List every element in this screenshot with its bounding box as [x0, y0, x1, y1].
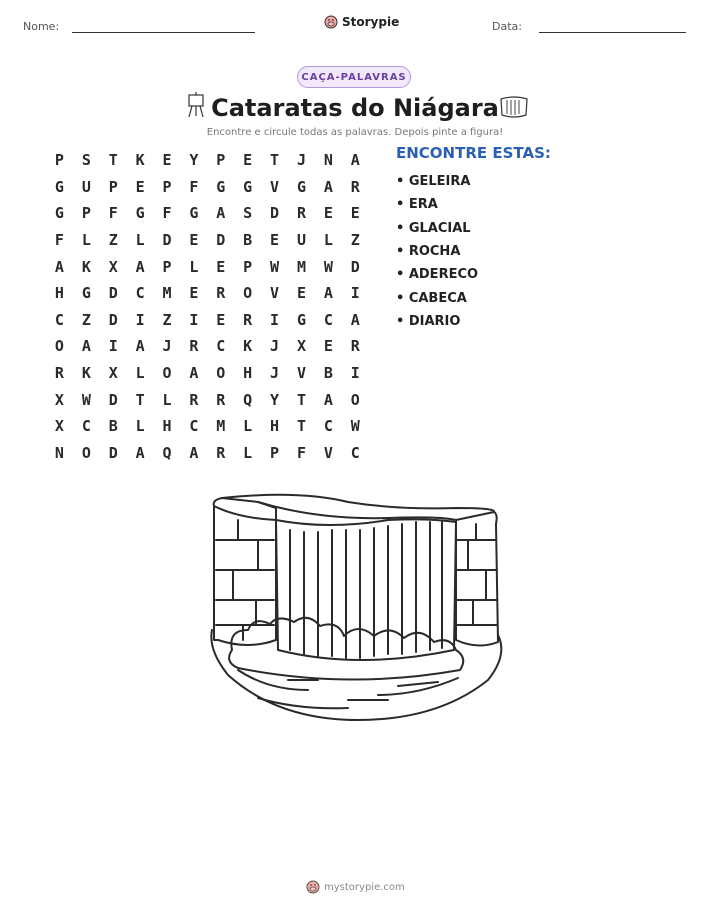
- grid-cell[interactable]: X: [108, 257, 118, 276]
- name-label: Nome:: [23, 20, 60, 33]
- grid-cell[interactable]: T: [135, 390, 145, 409]
- grid-cell[interactable]: Z: [81, 310, 91, 329]
- grid-cell[interactable]: W: [270, 257, 280, 276]
- grid-cell[interactable]: C: [189, 417, 199, 436]
- letter-grid[interactable]: [46, 147, 369, 466]
- grid-cell[interactable]: C: [81, 417, 91, 436]
- grid-cell[interactable]: F: [54, 231, 64, 250]
- grid-cell[interactable]: B: [243, 231, 253, 250]
- grid-cell[interactable]: I: [135, 310, 145, 329]
- grid-cell[interactable]: A: [323, 284, 333, 303]
- grid-cell[interactable]: R: [216, 284, 226, 303]
- grid-cell[interactable]: R: [243, 310, 253, 329]
- grid-cell[interactable]: Q: [243, 390, 253, 409]
- footer: [306, 880, 405, 894]
- grid-cell[interactable]: K: [81, 257, 91, 276]
- grid-cell[interactable]: D: [350, 257, 360, 276]
- grid-cell[interactable]: L: [162, 390, 172, 409]
- grid-cell[interactable]: W: [81, 390, 91, 409]
- grid-cell[interactable]: C: [323, 417, 333, 436]
- grid-cell[interactable]: R: [189, 390, 199, 409]
- grid-cell[interactable]: O: [81, 443, 91, 462]
- grid-cell[interactable]: E: [270, 231, 280, 250]
- grid-cell[interactable]: T: [296, 417, 306, 436]
- grid-cell[interactable]: X: [54, 417, 64, 436]
- word-item: • ROCHA: [396, 244, 461, 260]
- waterfall-illustration[interactable]: [198, 490, 510, 726]
- grid-cell[interactable]: K: [243, 337, 253, 356]
- grid-cell[interactable]: I: [108, 337, 118, 356]
- grid-cell[interactable]: H: [54, 284, 64, 303]
- grid-cell[interactable]: D: [108, 443, 118, 462]
- grid-cell[interactable]: L: [135, 364, 145, 383]
- grid-cell[interactable]: C: [323, 310, 333, 329]
- grid-cell[interactable]: U: [296, 231, 306, 250]
- grid-cell[interactable]: T: [296, 390, 306, 409]
- date-line[interactable]: [539, 32, 686, 33]
- grid-cell[interactable]: F: [296, 443, 306, 462]
- grid-cell[interactable]: H: [162, 417, 172, 436]
- grid-cell[interactable]: A: [323, 390, 333, 409]
- grid-cell[interactable]: C: [216, 337, 226, 356]
- grid-cell[interactable]: J: [270, 337, 280, 356]
- grid-cell[interactable]: R: [216, 390, 226, 409]
- grid-cell[interactable]: S: [81, 151, 91, 170]
- storypie-pig-icon: [306, 880, 320, 894]
- grid-cell[interactable]: R: [296, 204, 306, 223]
- grid-cell[interactable]: A: [54, 257, 64, 276]
- grid-cell[interactable]: O: [350, 390, 360, 409]
- grid-cell[interactable]: D: [108, 390, 118, 409]
- grid-cell[interactable]: P: [162, 177, 172, 196]
- grid-cell[interactable]: H: [243, 364, 253, 383]
- word-item: • GELEIRA: [396, 174, 471, 190]
- grid-cell[interactable]: V: [270, 177, 280, 196]
- grid-cell[interactable]: V: [296, 364, 306, 383]
- grid-cell[interactable]: M: [162, 284, 172, 303]
- grid-cell[interactable]: E: [216, 257, 226, 276]
- name-line[interactable]: [72, 32, 255, 33]
- grid-cell[interactable]: I: [270, 310, 280, 329]
- grid-cell[interactable]: Y: [189, 151, 199, 170]
- brand-name: Storypie: [342, 15, 400, 29]
- word-item: • CABECA: [396, 290, 467, 306]
- grid-cell[interactable]: I: [350, 364, 360, 383]
- grid-cell[interactable]: E: [323, 337, 333, 356]
- grid-cell[interactable]: A: [81, 337, 91, 356]
- grid-cell[interactable]: N: [54, 443, 64, 462]
- grid-cell[interactable]: J: [270, 364, 280, 383]
- grid-cell[interactable]: L: [323, 231, 333, 250]
- grid-cell[interactable]: R: [54, 364, 64, 383]
- grid-cell[interactable]: T: [108, 151, 118, 170]
- grid-cell[interactable]: G: [189, 204, 199, 223]
- grid-cell[interactable]: O: [54, 337, 64, 356]
- grid-cell[interactable]: P: [216, 151, 226, 170]
- brand-logo: [324, 12, 399, 32]
- grid-cell[interactable]: D: [108, 284, 118, 303]
- grid-cell[interactable]: A: [189, 364, 199, 383]
- grid-cell[interactable]: I: [350, 284, 360, 303]
- grid-cell[interactable]: L: [189, 257, 199, 276]
- storypie-pig-icon: [324, 15, 338, 29]
- date-label: Data:: [492, 20, 522, 33]
- grid-cell[interactable]: L: [243, 443, 253, 462]
- grid-cell[interactable]: R: [189, 337, 199, 356]
- grid-cell[interactable]: Z: [108, 231, 118, 250]
- grid-cell[interactable]: G: [296, 177, 306, 196]
- grid-cell[interactable]: C: [54, 310, 64, 329]
- grid-cell[interactable]: E: [243, 151, 253, 170]
- grid-cell[interactable]: A: [323, 177, 333, 196]
- grid-cell[interactable]: A: [189, 443, 199, 462]
- grid-cell[interactable]: R: [216, 443, 226, 462]
- find-title: ENCONTRE ESTAS:: [396, 144, 551, 162]
- word-item: • ADERECO: [396, 267, 479, 283]
- grid-cell[interactable]: E: [216, 310, 226, 329]
- grid-cell[interactable]: E: [162, 151, 172, 170]
- category-badge: CAÇA-PALAVRAS: [297, 66, 411, 88]
- grid-cell[interactable]: X: [108, 364, 118, 383]
- grid-cell[interactable]: D: [216, 231, 226, 250]
- grid-cell[interactable]: M: [216, 417, 226, 436]
- grid-cell[interactable]: A: [135, 337, 145, 356]
- grid-cell[interactable]: F: [162, 204, 172, 223]
- grid-cell[interactable]: J: [162, 337, 172, 356]
- grid-cell[interactable]: E: [323, 204, 333, 223]
- grid-cell[interactable]: W: [323, 257, 333, 276]
- grid-cell[interactable]: E: [189, 284, 199, 303]
- grid-cell[interactable]: O: [243, 284, 253, 303]
- grid-cell[interactable]: U: [81, 177, 91, 196]
- pool-base: [211, 630, 501, 720]
- grid-cell[interactable]: G: [135, 204, 145, 223]
- grid-cell[interactable]: G: [54, 177, 64, 196]
- grid-cell[interactable]: K: [135, 151, 145, 170]
- grid-cell[interactable]: F: [189, 177, 199, 196]
- grid-cell[interactable]: N: [323, 151, 333, 170]
- grid-cell[interactable]: X: [296, 337, 306, 356]
- word-item: • GLACIAL: [396, 220, 471, 236]
- grid-cell[interactable]: V: [323, 443, 333, 462]
- grid-cell[interactable]: Y: [270, 390, 280, 409]
- page-title: Cataratas do Niágara: [211, 94, 499, 122]
- grid-cell[interactable]: K: [81, 364, 91, 383]
- grid-cell[interactable]: C: [135, 284, 145, 303]
- grid-cell[interactable]: O: [216, 364, 226, 383]
- grid-cell[interactable]: P: [243, 257, 253, 276]
- word-item: • DIARIO: [396, 313, 461, 329]
- grid-cell[interactable]: I: [189, 310, 199, 329]
- grid-cell[interactable]: D: [270, 204, 280, 223]
- grid-cell[interactable]: P: [108, 177, 118, 196]
- grid-cell[interactable]: G: [243, 177, 253, 196]
- grid-cell[interactable]: L: [135, 231, 145, 250]
- grid-cell[interactable]: C: [350, 443, 360, 462]
- grid-cell[interactable]: G: [54, 204, 64, 223]
- grid-cell[interactable]: L: [135, 417, 145, 436]
- grid-cell[interactable]: V: [270, 284, 280, 303]
- waterfall-icon: [499, 95, 529, 119]
- grid-cell[interactable]: B: [108, 417, 118, 436]
- footer-url[interactable]: mystorypie.com: [324, 881, 405, 893]
- grid-cell[interactable]: R: [350, 177, 360, 196]
- word-item: • ERA: [396, 197, 438, 213]
- grid-cell[interactable]: F: [108, 204, 118, 223]
- grid-cell[interactable]: P: [81, 204, 91, 223]
- grid-cell[interactable]: P: [270, 443, 280, 462]
- grid-cell[interactable]: D: [162, 231, 172, 250]
- easel-icon: [186, 92, 206, 118]
- word-list: [396, 170, 478, 333]
- grid-cell[interactable]: O: [162, 364, 172, 383]
- grid-cell[interactable]: Q: [162, 443, 172, 462]
- grid-cell[interactable]: G: [296, 310, 306, 329]
- grid-cell[interactable]: L: [243, 417, 253, 436]
- grid-cell[interactable]: E: [189, 231, 199, 250]
- grid-cell[interactable]: B: [323, 364, 333, 383]
- grid-cell[interactable]: D: [108, 310, 118, 329]
- grid-cell[interactable]: G: [81, 284, 91, 303]
- grid-cell[interactable]: M: [296, 257, 306, 276]
- grid-cell[interactable]: E: [135, 177, 145, 196]
- grid-cell[interactable]: W: [350, 417, 360, 436]
- grid-cell[interactable]: R: [350, 337, 360, 356]
- grid-cell[interactable]: P: [162, 257, 172, 276]
- grid-cell[interactable]: Z: [162, 310, 172, 329]
- grid-cell[interactable]: Z: [350, 231, 360, 250]
- grid-cell[interactable]: H: [270, 417, 280, 436]
- grid-cell[interactable]: X: [54, 390, 64, 409]
- grid-cell[interactable]: A: [350, 151, 360, 170]
- grid-cell[interactable]: P: [54, 151, 64, 170]
- grid-cell[interactable]: G: [216, 177, 226, 196]
- grid-cell[interactable]: A: [350, 310, 360, 329]
- grid-cell[interactable]: L: [81, 231, 91, 250]
- grid-cell[interactable]: E: [296, 284, 306, 303]
- instructions: Encontre e circule todas as palavras. Depois pinte a figura!: [206, 127, 504, 138]
- grid-cell[interactable]: T: [270, 151, 280, 170]
- grid-cell[interactable]: A: [216, 204, 226, 223]
- grid-cell[interactable]: S: [243, 204, 253, 223]
- grid-cell[interactable]: A: [135, 257, 145, 276]
- grid-cell[interactable]: E: [350, 204, 360, 223]
- grid-cell[interactable]: J: [296, 151, 306, 170]
- grid-cell[interactable]: A: [135, 443, 145, 462]
